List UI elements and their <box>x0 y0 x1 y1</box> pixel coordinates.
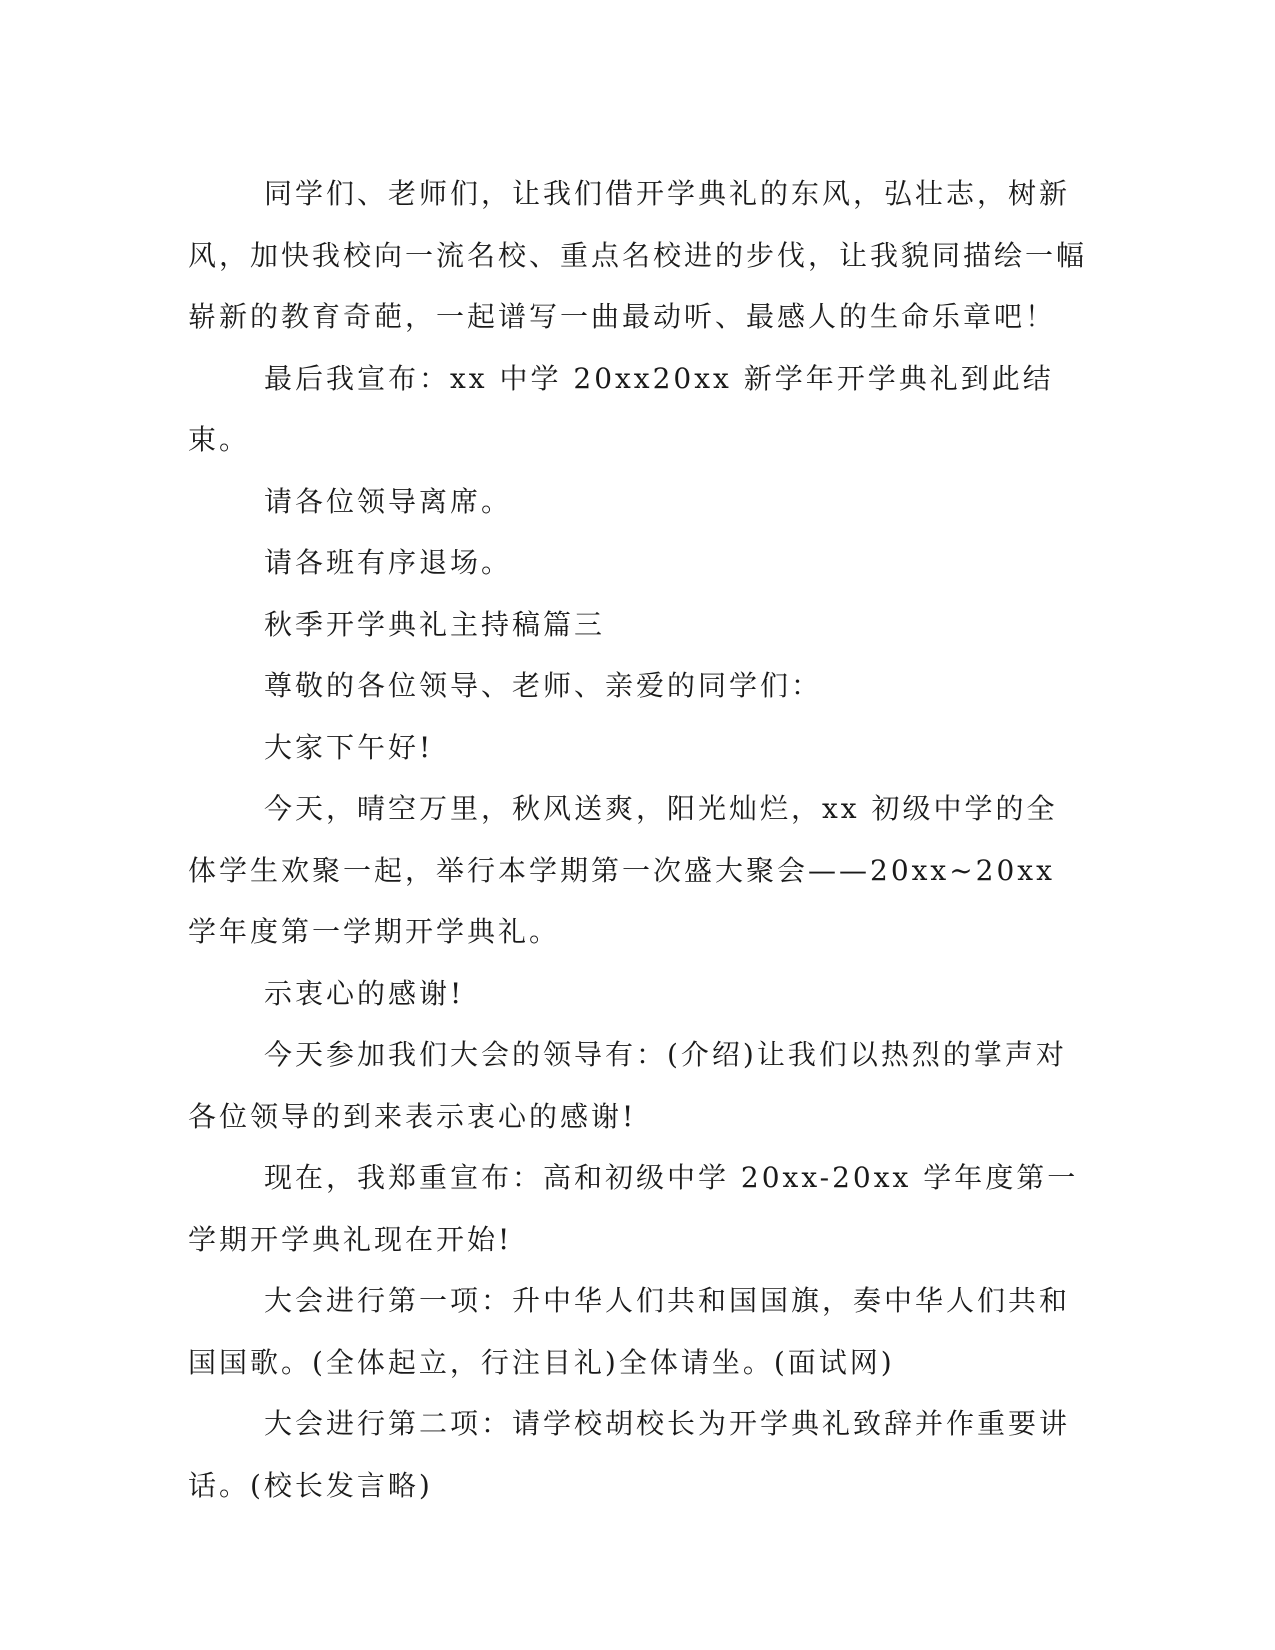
paragraph-thanks: 示衷心的感谢! <box>264 976 465 1010</box>
paragraph-announce-end: 最后我宣布：xx 中学 20xx20xx 新学年开学典礼到此结束。 <box>188 361 1054 456</box>
paragraph-classes-exit: 请各班有序退场。 <box>264 546 513 579</box>
paragraph-item-two: 大会进行第二项：请学校胡校长为开学典礼致辞并作重要讲话。(校长发言略) <box>188 1407 1071 1502</box>
paragraph-greeting: 大家下午好! <box>264 730 434 764</box>
paragraph-salutation: 尊敬的各位领导、老师、亲爱的同学们： <box>264 669 823 702</box>
paragraph-closing-remarks: 同学们、老师们，让我们借开学典礼的东风，弘壮志，树新风，加快我校向一流名校、重点名校进的步伐，让我貌同描绘一幅崭新的教育奇葩，一起谱写一曲最动听、最感人的生命乐章吧！ <box>188 177 1088 333</box>
paragraph-leaders-leave: 请各位领导离席。 <box>264 484 513 518</box>
paragraph-leaders-intro: 今天参加我们大会的领导有：(介绍)让我们以热烈的掌声对各位领导的到来表示衷心的感谢! <box>188 1038 1067 1133</box>
paragraph-item-one: 大会进行第一项：升中华人们共和国国旗，奏中华人们共和国国歌。(全体起立，行注目礼)全体请坐。(面试网) <box>188 1284 1071 1379</box>
document-body <box>188 163 1088 1516</box>
paragraph-announce-start: 现在，我郑重宣布：高和初级中学 20xx-20xx 学年度第一学期开学典礼现在开始! <box>188 1161 1079 1256</box>
section-heading: 秋季开学典礼主持稿篇三 <box>264 607 606 641</box>
paragraph-opening: 今天，晴空万里，秋风送爽，阳光灿烂，xx 初级中学的全体学生欢聚一起，举行本学期第一次盛大聚会——20xx~20xx 学年度第一学期开学典礼。 <box>188 792 1058 948</box>
